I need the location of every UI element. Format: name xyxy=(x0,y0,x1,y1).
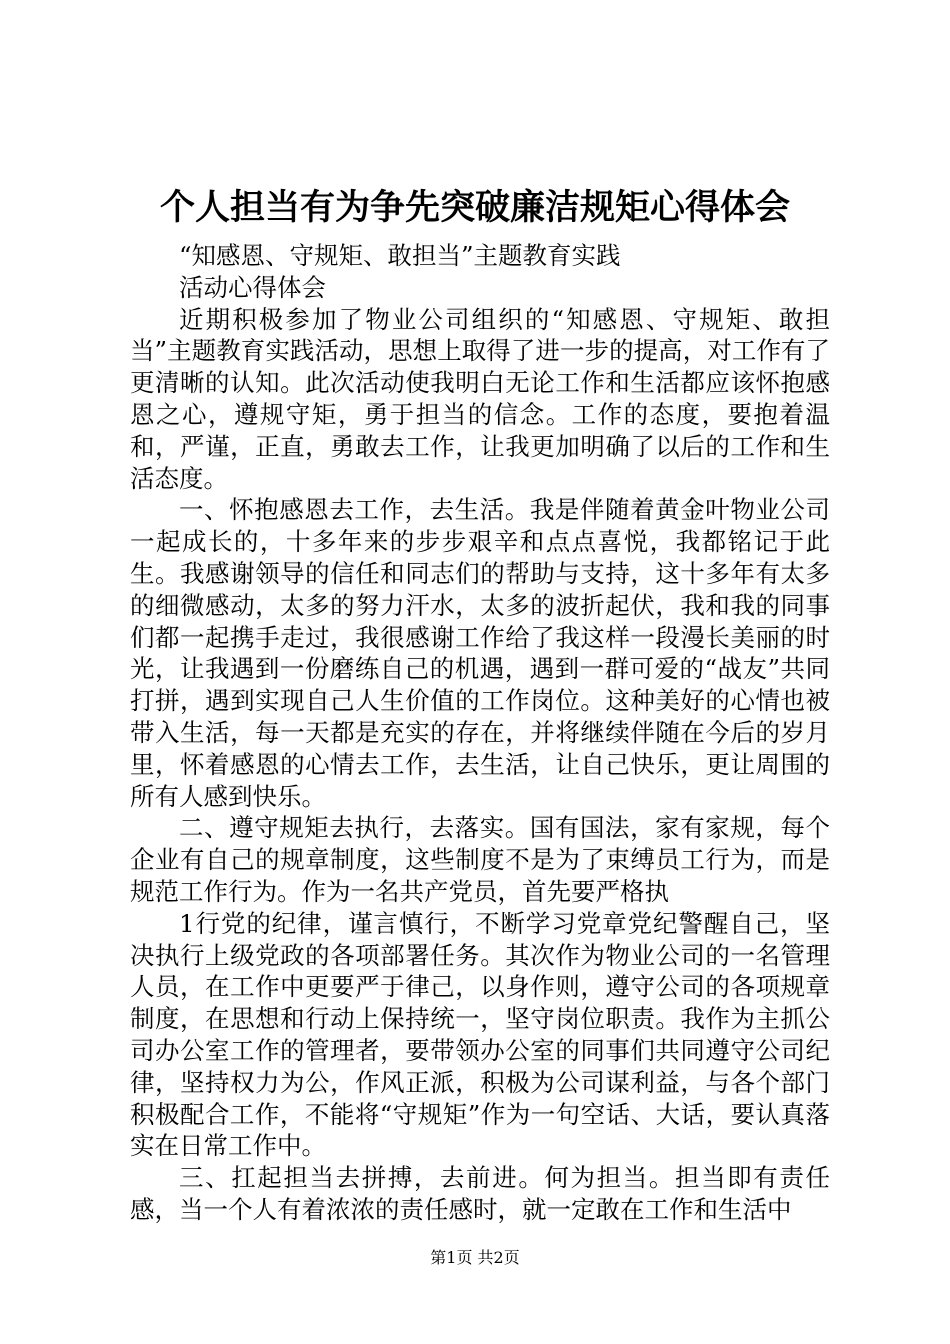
paragraph-section-2: 二、遵守规矩去执行，去落实。国有国法，家有家规，每个企业有自己的规章制度，这些制度不是为了束缚员工行为，而是规范工作行为。作为一名共产党员，首先要严格执 xyxy=(130,813,830,906)
document-body xyxy=(130,240,830,1226)
page-footer: 第1页 共2页 xyxy=(430,1248,520,1267)
paragraph-section-1: 一、怀抱感恩去工作，去生活。我是伴随着黄金叶物业公司一起成长的，十多年来的步步艰辛和点点喜悦，我都铭记于此生。我感谢领导的信任和同志们的帮助与支持，这十多年有太多的细微感动，太多的努力汗水，太多的波折起伏，我和我的同事们都一起携手走过，我很感谢工作给了我这样一段漫长美丽的时光，让我遇到一份磨练自己的机遇，遇到一群可爱的“战友”共同打拼，遇到实现自己人生价值的工作岗位。这种美好的心情也被带入生活，每一天都是充实的存在，并将继续伴随在今后的岁月里，怀着感恩的心情去工作，去生活，让自己快乐，更让周围的所有人感到快乐。 xyxy=(130,495,830,811)
paragraph-intro: 近期积极参加了物业公司组织的“知感恩、守规矩、敢担当”主题教育实践活动，思想上取得了进一步的提高，对工作有了更清晰的认知。此次活动使我明白无论工作和生活都应该怀抱感恩之心，遵规守矩，勇于担当的信念。工作的态度，要抱着温和，严谨，正直，勇敢去工作，让我更加明确了以后的工作和生活态度。 xyxy=(130,304,830,493)
paragraph-section-3: 三、扛起担当去拼搏，去前进。何为担当。担当即有责任感，当一个人有着浓浓的责任感时，就一定敢在工作和生活中 xyxy=(130,1163,830,1224)
document-title: 个人担当有为争先突破廉洁规矩心得体会 xyxy=(159,187,790,228)
subtitle-line-2: 活动心得体会 xyxy=(179,272,326,302)
subtitle-line-1: “知感恩、守规矩、敢担当”主题教育实践 xyxy=(179,241,621,270)
paragraph-section-2-cont: 1行党的纪律，谨言慎行，不断学习党章党纪警醒自己，坚决执行上级党政的各项部署任务。其次作为物业公司的一名管理人员，在工作中更要严于律己，以身作则，遵守公司的各项规章制度，在思想和行动上保持统一，坚守岗位职责。我作为主抓公司办公室工作的管理者，要带领办公室的同事们共同遵守公司纪律，坚持权力为公，作风正派，积极为公司谋利益，与各个部门积极配合工作，不能将“守规矩”作为一句空话、大话，要认真落实在日常工作中。 xyxy=(130,908,830,1161)
